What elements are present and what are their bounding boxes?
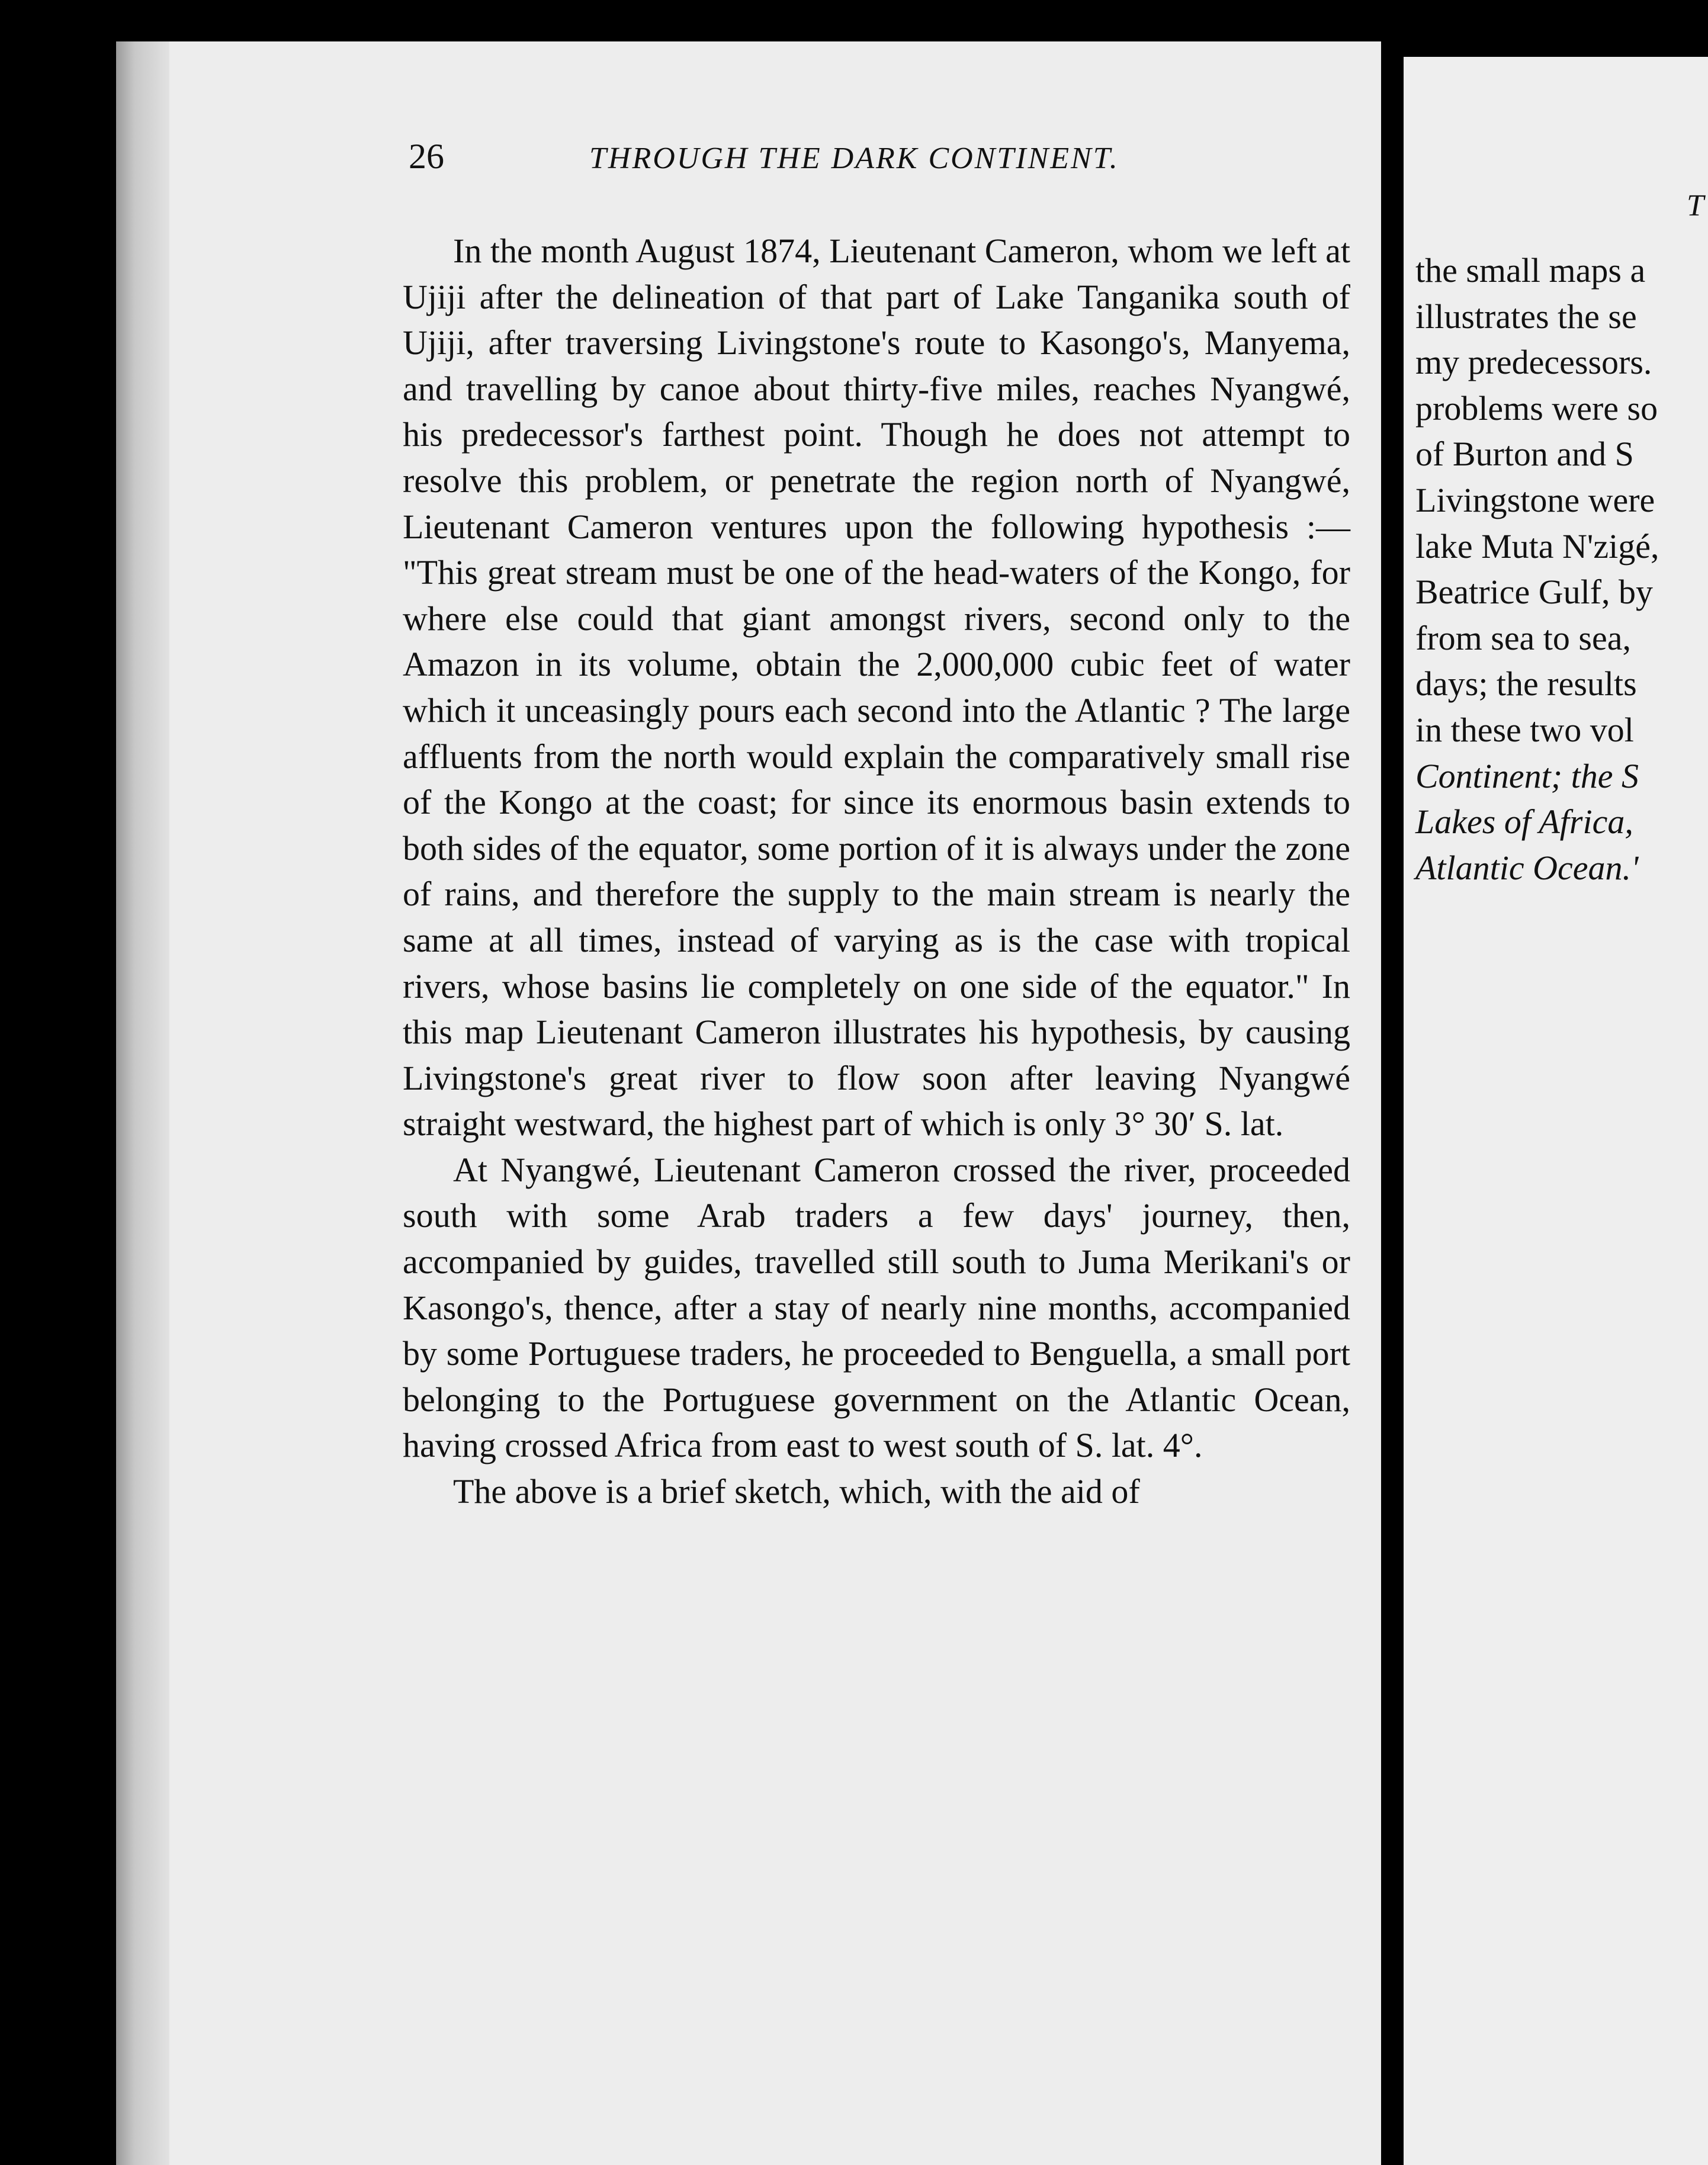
page-number: 26: [409, 137, 444, 176]
right-line: my predecessors.: [1415, 343, 1652, 382]
right-line: in these two vol: [1415, 710, 1634, 749]
right-running-head: T: [1687, 189, 1704, 223]
right-line: problems were so: [1415, 388, 1658, 428]
page-header: [409, 136, 1238, 201]
right-line: the small maps a: [1415, 251, 1646, 290]
right-italic-line: Continent; the S: [1415, 756, 1639, 795]
book-spine-shadow: [116, 41, 169, 2165]
right-line: lake Muta N'zigé,: [1415, 526, 1659, 566]
paragraph-1: In the month August 1874, Lieutenant Cameron, whom we left at Ujiji after the delineation of that part of Lake Tanganika south of Ujiji, after traversing Livingstone's route to Kasongo's, Manyema, and travelling by canoe about thirty-five miles, reaches Nyangwé, his predecessor's farthest point. Though he does not attempt to resolve this problem, or penetrate the region north of Nyangwé, Lieutenant Cameron ventures upon the following hypothesis :— "This great stream must be one of the head-waters of the Kongo, for where else could that giant amongst rivers, second only to the Amazon in its volume, obtain the 2,000,000 cubic feet of water which it unceasingly pours each second into the Atlantic ? The large affluents from the north would explain the comparatively small rise of the Kongo at the coast; for since its enormous basin extends to both sides of the equator, some portion of it is always under the zone of rains, and therefore the supply to the main stream is nearly the same at all times, instead of varying as is the case with tropical rivers, whose basins lie completely on one side of the equator." In this map Lieutenant Cameron illustrates his hypothesis, by causing Livingstone's great river to flow soon after leaving Nyangwé straight westward, the highest part of which is only 3° 30′ S. lat.: [403, 232, 1350, 1143]
right-line: illustrates the se: [1415, 297, 1637, 336]
right-italic-line: Atlantic Ocean.': [1415, 848, 1639, 887]
body-text: [403, 228, 1350, 1515]
right-line: from sea to sea,: [1415, 618, 1631, 657]
right-line: days; the results: [1415, 664, 1637, 704]
right-line: Beatrice Gulf, by: [1415, 573, 1654, 612]
right-italic-line: Lakes of Africa,: [1415, 802, 1633, 841]
paragraph-3: The above is a brief sketch, which, with the aid of: [453, 1472, 1140, 1511]
right-page-text: [1415, 248, 1708, 891]
paragraph-2: At Nyangwé, Lieutenant Cameron crossed the river, proceeded south with some Arab traders a few days' journey, then, accompanied by guides, travelled still south to Juma Merikani's or Kasongo's, thence, after a stay of nearly nine months, accompanied by some Portuguese traders, he proceeded to Benguella, a small port belonging to the Portuguese government on the Atlantic Ocean, having crossed Africa from east to west south of S. lat. 4°.: [403, 1150, 1350, 1465]
right-line: Livingstone were: [1415, 480, 1655, 519]
running-head: THROUGH THE DARK CONTINENT.: [589, 142, 1119, 175]
right-line: of Burton and S: [1415, 435, 1634, 474]
